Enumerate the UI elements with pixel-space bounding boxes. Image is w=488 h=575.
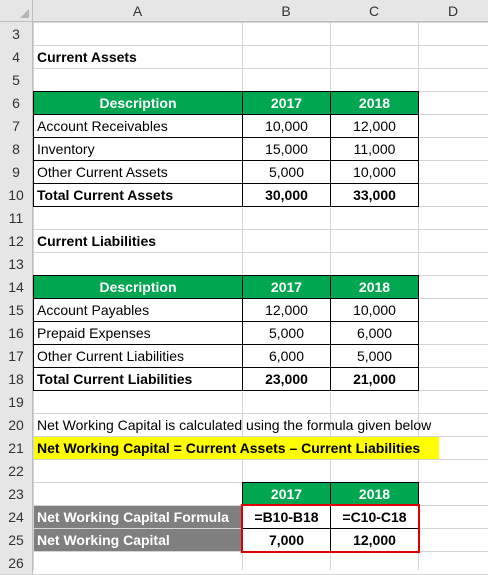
row-gridline bbox=[0, 252, 488, 253]
row-header-5[interactable]: 5 bbox=[0, 68, 33, 91]
nwc-formula-2017[interactable]: =B10-B18 bbox=[254, 509, 319, 525]
nwc-formula-2018[interactable]: =C10-C18 bbox=[342, 509, 407, 525]
column-header-c[interactable]: C bbox=[330, 0, 418, 22]
assets-header-2017[interactable]: 2017 bbox=[243, 92, 330, 114]
assets-total-2017[interactable]: 30,000 bbox=[265, 187, 308, 203]
row-header-26[interactable]: 26 bbox=[0, 551, 33, 574]
assets-row-2018[interactable]: 11,000 bbox=[353, 141, 396, 157]
nwc-value-label[interactable]: Net Working Capital bbox=[34, 529, 242, 551]
liabilities-row-2017[interactable]: 5,000 bbox=[268, 325, 305, 341]
row-header-13[interactable]: 13 bbox=[0, 252, 33, 275]
row-header-15[interactable]: 15 bbox=[0, 298, 33, 321]
assets-row-2018[interactable]: 10,000 bbox=[353, 164, 396, 180]
row-header-8[interactable]: 8 bbox=[0, 137, 33, 160]
assets-row-2017[interactable]: 5,000 bbox=[268, 164, 305, 180]
row-gridline bbox=[0, 390, 488, 391]
liabilities-total-label[interactable]: Total Current Liabilities bbox=[37, 371, 193, 387]
row-header-12[interactable]: 12 bbox=[0, 229, 33, 252]
row-header-23[interactable]: 23 bbox=[0, 482, 33, 505]
row-gridline bbox=[0, 22, 488, 23]
column-header-a[interactable]: A bbox=[33, 0, 242, 22]
liabilities-row-2018[interactable]: 5,000 bbox=[356, 348, 393, 364]
nwc-value-2018[interactable]: 12,000 bbox=[353, 532, 396, 548]
assets-row-label[interactable]: Account Receivables bbox=[37, 118, 168, 134]
assets-row-label[interactable]: Inventory bbox=[37, 141, 95, 157]
row-header-11[interactable]: 11 bbox=[0, 206, 33, 229]
row-header-17[interactable]: 17 bbox=[0, 344, 33, 367]
row-gridline bbox=[0, 68, 488, 69]
liabilities-header-description[interactable]: Description bbox=[34, 276, 242, 298]
liabilities-header-2017[interactable]: 2017 bbox=[243, 276, 330, 298]
row-header-21[interactable]: 21 bbox=[0, 436, 33, 459]
liabilities-row-label[interactable]: Other Current Liabilities bbox=[37, 348, 185, 364]
section-heading-current-assets[interactable]: Current Assets bbox=[37, 49, 137, 65]
liabilities-row-2017[interactable]: 12,000 bbox=[265, 302, 308, 318]
liabilities-row-2017[interactable]: 6,000 bbox=[268, 348, 305, 364]
nwc-header-2017[interactable]: 2017 bbox=[243, 483, 330, 505]
row-header-3[interactable]: 3 bbox=[0, 22, 33, 45]
column-gridline bbox=[418, 0, 419, 570]
select-all-corner[interactable] bbox=[0, 0, 33, 22]
row-header-10[interactable]: 10 bbox=[0, 183, 33, 206]
row-header-7[interactable]: 7 bbox=[0, 114, 33, 137]
liabilities-header-2018[interactable]: 2018 bbox=[331, 276, 418, 298]
nwc-value-2017[interactable]: 7,000 bbox=[268, 532, 305, 548]
liabilities-row-2018[interactable]: 10,000 bbox=[353, 302, 396, 318]
nwc-formula-label[interactable]: Net Working Capital Formula bbox=[34, 506, 242, 528]
row-gridline bbox=[0, 206, 488, 207]
row-header-25[interactable]: 25 bbox=[0, 528, 33, 551]
liabilities-row-label[interactable]: Account Payables bbox=[37, 302, 150, 318]
liabilities-total-2018[interactable]: 21,000 bbox=[353, 371, 396, 387]
row-gridline bbox=[0, 551, 488, 552]
row-header-6[interactable]: 6 bbox=[0, 91, 33, 114]
assets-row-2018[interactable]: 12,000 bbox=[353, 118, 396, 134]
section-heading-current-liabilities[interactable]: Current Liabilities bbox=[37, 233, 157, 249]
liabilities-row-2018[interactable]: 6,000 bbox=[356, 325, 393, 341]
row-header-9[interactable]: 9 bbox=[0, 160, 33, 183]
assets-header-description[interactable]: Description bbox=[34, 92, 242, 114]
row-header-4[interactable]: 4 bbox=[0, 45, 33, 68]
assets-row-label[interactable]: Other Current Assets bbox=[37, 164, 168, 180]
row-header-19[interactable]: 19 bbox=[0, 390, 33, 413]
assets-row-2017[interactable]: 15,000 bbox=[265, 141, 308, 157]
liabilities-total-2017[interactable]: 23,000 bbox=[265, 371, 308, 387]
formula-highlight-text[interactable]: Net Working Capital = Current Assets – Current Liabilities bbox=[34, 437, 439, 459]
row-header-16[interactable]: 16 bbox=[0, 321, 33, 344]
row-header-24[interactable]: 24 bbox=[0, 505, 33, 528]
column-header-d[interactable]: D bbox=[418, 0, 488, 22]
column-header-b[interactable]: B bbox=[242, 0, 330, 22]
select-all-triangle-icon bbox=[20, 9, 29, 18]
assets-row-2017[interactable]: 10,000 bbox=[265, 118, 308, 134]
row-gridline bbox=[0, 459, 488, 460]
row-header-18[interactable]: 18 bbox=[0, 367, 33, 390]
assets-total-label[interactable]: Total Current Assets bbox=[37, 187, 174, 203]
formula-note-text[interactable]: Net Working Capital is calculated using the formula given below bbox=[37, 417, 432, 433]
assets-total-2018[interactable]: 33,000 bbox=[353, 187, 396, 203]
nwc-header-2018[interactable]: 2018 bbox=[331, 483, 418, 505]
assets-header-2018[interactable]: 2018 bbox=[331, 92, 418, 114]
row-header-14[interactable]: 14 bbox=[0, 275, 33, 298]
row-header-20[interactable]: 20 bbox=[0, 413, 33, 436]
row-header-22[interactable]: 22 bbox=[0, 459, 33, 482]
liabilities-row-label[interactable]: Prepaid Expenses bbox=[37, 325, 151, 341]
